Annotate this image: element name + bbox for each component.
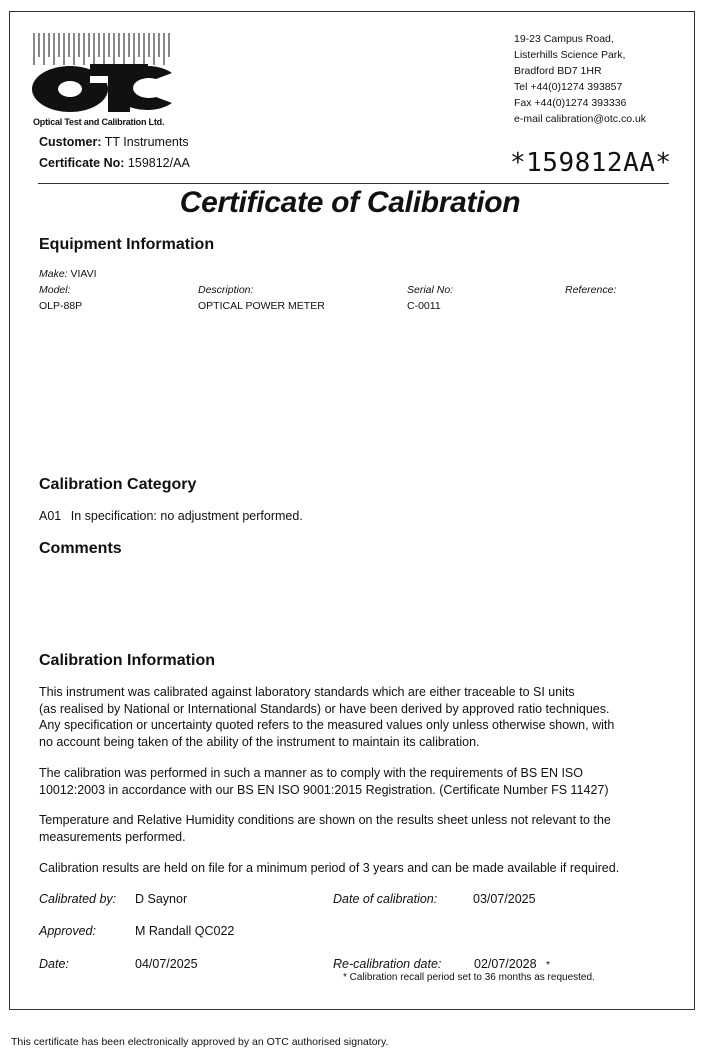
page-title: Certificate of Calibration bbox=[179, 186, 521, 219]
date-value: 04/07/2025 bbox=[135, 957, 198, 971]
equipment-heading: Equipment Information bbox=[39, 236, 215, 253]
date-of-calibration-label: Date of calibration: bbox=[333, 892, 438, 906]
barcode-text: *159812AA* bbox=[510, 148, 672, 178]
certificate-line bbox=[39, 156, 190, 170]
calibrated-by-label: Calibrated by: bbox=[39, 892, 117, 906]
paragraph-conditions bbox=[39, 812, 659, 845]
company-address bbox=[514, 31, 646, 127]
text-line: 10012:2003 in accordance with our BS EN ISO 9001:2015 Registration. (Certificate Number FS 11427) bbox=[39, 782, 609, 797]
serial-header: Serial No: bbox=[407, 284, 454, 296]
comments-heading: Comments bbox=[39, 540, 122, 557]
address-line: 19-23 Campus Road, bbox=[514, 33, 614, 45]
make-line bbox=[39, 268, 97, 280]
address-line: Listerhills Science Park, bbox=[514, 49, 626, 61]
date-label: Date: bbox=[39, 957, 69, 971]
company-name: Optical Test and Calibration Ltd. bbox=[33, 117, 165, 127]
paragraph-traceability bbox=[39, 684, 659, 750]
customer-line bbox=[39, 135, 189, 149]
customer-value: TT Instruments bbox=[104, 135, 189, 149]
customer-label: Customer: bbox=[39, 135, 102, 149]
paragraph-retention: Calibration results are held on file for a minimum period of 3 years and can be made available if required. bbox=[39, 861, 620, 875]
recalibration-value bbox=[474, 957, 550, 971]
paragraph-iso bbox=[39, 765, 659, 798]
serial-value: C-0011 bbox=[407, 300, 441, 312]
category-code: A01 bbox=[39, 509, 62, 523]
category-line bbox=[39, 509, 303, 523]
email: e-mail calibration@otc.co.uk bbox=[514, 113, 647, 125]
text-line: (as realised by National or International Standards) or have been derived by approved ratio techniques. bbox=[39, 701, 610, 716]
divider bbox=[38, 183, 669, 184]
text-line: The calibration was performed in such a manner as to comply with the requirements of BS EN ISO bbox=[39, 766, 583, 780]
text-line: Temperature and Relative Humidity conditions are shown on the results sheet unless not relevant to the bbox=[39, 813, 611, 827]
make-value: VIAVI bbox=[70, 268, 97, 280]
recalibration-date: 02/07/2028 bbox=[474, 957, 537, 971]
recalibration-label: Re-calibration date: bbox=[333, 957, 442, 971]
phone: Tel +44(0)1274 393857 bbox=[514, 81, 623, 93]
otc-logo bbox=[32, 31, 174, 131]
approved-value: M Randall QC022 bbox=[135, 924, 235, 938]
address-line: Bradford BD7 1HR bbox=[514, 65, 602, 77]
recalibration-mark: * bbox=[546, 959, 551, 971]
certificate-value: 159812/AA bbox=[127, 156, 190, 170]
text-line: no account being taken of the ability of the instrument to maintain its calibration. bbox=[39, 734, 480, 749]
text-line: Any specification or uncertainty quoted refers to the measured values only unless otherwise shown, with bbox=[39, 718, 615, 732]
recall-note: * Calibration recall period set to 36 months as requested. bbox=[343, 972, 595, 983]
make-label: Make: bbox=[39, 268, 68, 280]
description-header: Description: bbox=[198, 284, 254, 296]
category-heading: Calibration Category bbox=[39, 476, 197, 493]
calibration-info-heading: Calibration Information bbox=[39, 652, 215, 669]
date-of-calibration-value: 03/07/2025 bbox=[473, 892, 536, 906]
text-line: measurements performed. bbox=[39, 829, 186, 844]
description-value: OPTICAL POWER METER bbox=[198, 300, 325, 312]
category-text: In specification: no adjustment performed. bbox=[70, 509, 303, 523]
model-header: Model: bbox=[39, 284, 71, 296]
model-value: OLP-88P bbox=[39, 300, 83, 312]
footer-note: This certificate has been electronically approved by an OTC authorised signatory. bbox=[11, 1036, 389, 1048]
text-line: This instrument was calibrated against laboratory standards which are either traceable to SI units bbox=[39, 685, 575, 699]
fax: Fax +44(0)1274 393336 bbox=[514, 97, 627, 109]
certificate-label: Certificate No: bbox=[39, 156, 125, 170]
approved-label: Approved: bbox=[39, 924, 96, 938]
reference-header: Reference: bbox=[565, 284, 617, 296]
calibrated-by-value: D Saynor bbox=[135, 892, 188, 906]
